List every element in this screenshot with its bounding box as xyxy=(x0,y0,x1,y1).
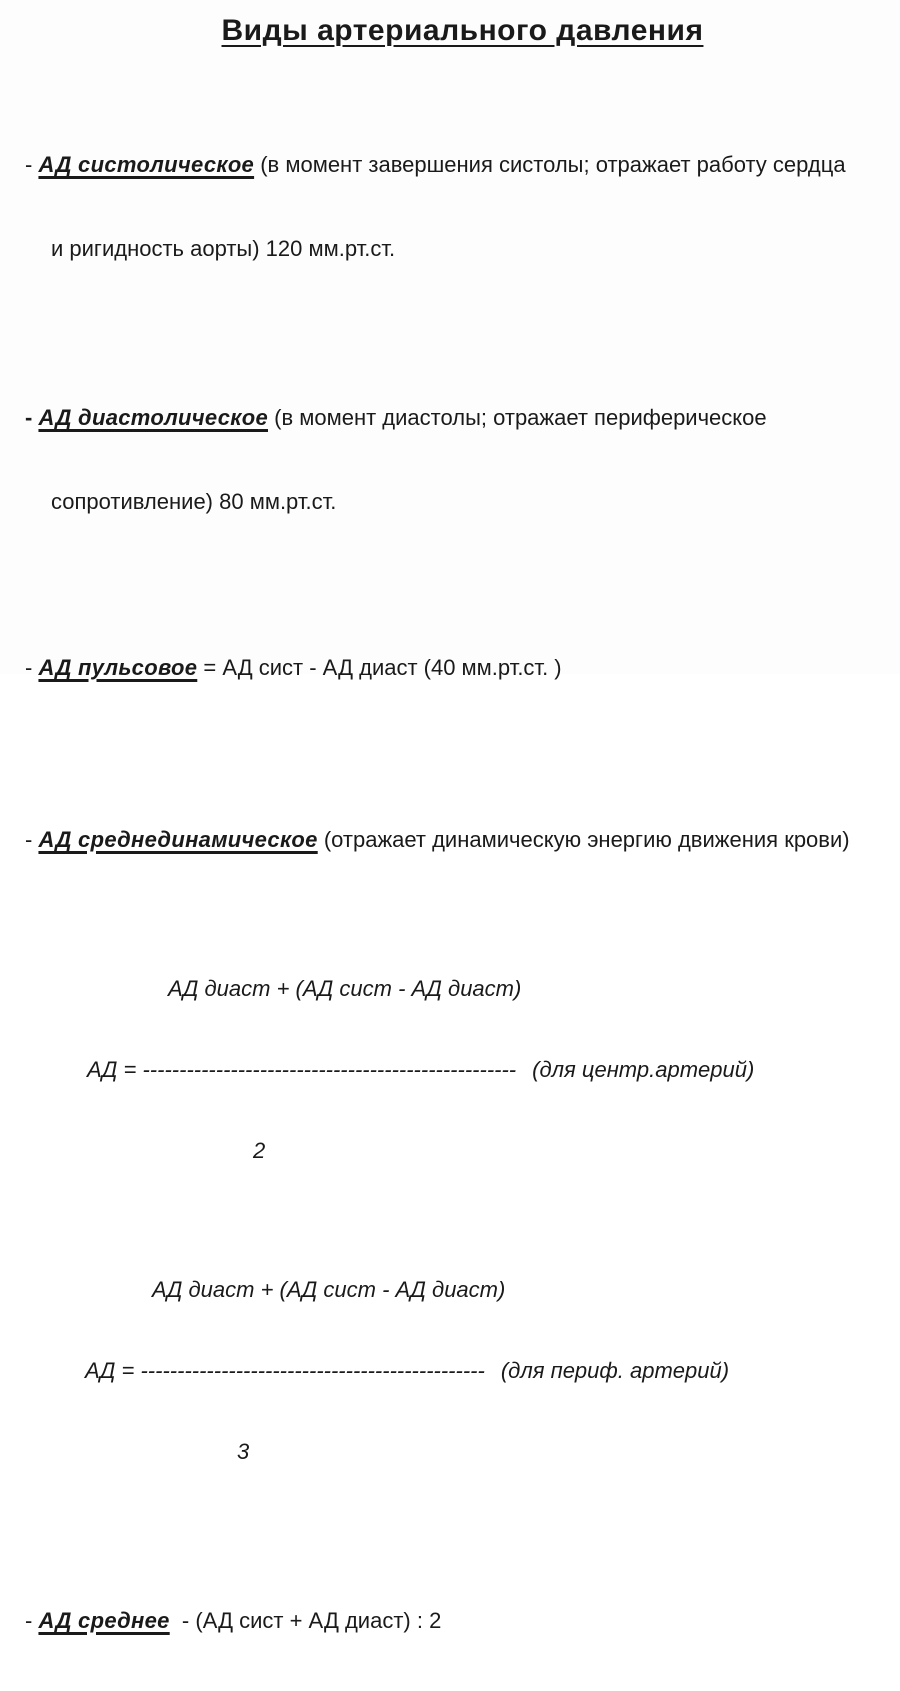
bullet-line xyxy=(25,654,900,682)
formula-mid-row xyxy=(87,1055,900,1085)
bullet-term: АД среднее xyxy=(38,1608,170,1633)
formula-fraction-line: --------------------------------------------------- xyxy=(142,1057,517,1082)
formula-numerator: АД диаст + (АД сист - АД диаст) xyxy=(168,976,522,1001)
bullet-line: и ригидность аорты) 120 мм.рт.ст. xyxy=(51,236,396,261)
bullet-prefix: - xyxy=(25,1608,39,1633)
bullet-prefix: - xyxy=(25,827,39,852)
bullet-prefix: - xyxy=(25,152,39,177)
bullet-pulse xyxy=(25,598,900,738)
bullet-text: (в момент завершения систолы; отражает работу сердца xyxy=(254,152,846,177)
bullet-text: - (АД сист + АД диаст) : 2 xyxy=(169,1608,442,1633)
formula-denominator: 2 xyxy=(253,1138,266,1163)
bullet-diastolic xyxy=(25,348,900,572)
formula-note: (для центр.артерий) xyxy=(532,1057,755,1082)
formula-peripheral-arteries xyxy=(25,1224,900,1518)
formula-lhs: АД = xyxy=(85,1358,141,1383)
bullet-text: = АД сист - АД диаст (40 мм.рт.ст. ) xyxy=(197,655,562,680)
bullet-mean xyxy=(25,1551,900,1691)
bullet-line xyxy=(25,826,900,854)
formula-mid-row xyxy=(85,1356,900,1386)
bullet-line: сопротивление) 80 мм.рт.ст. xyxy=(51,489,337,514)
formula-central-arteries xyxy=(25,923,900,1217)
formula-fraction-line: ----------------------------------------------- xyxy=(140,1358,485,1383)
page-title: Виды артериального давления xyxy=(221,14,704,47)
bullet-line xyxy=(25,1607,900,1635)
bullet-prefix: - xyxy=(25,405,39,430)
bullet-text: (в момент диастолы; отражает периферическое xyxy=(268,405,767,430)
bullet-mean-dynamic xyxy=(25,770,900,910)
bullet-line xyxy=(25,151,900,179)
bullet-term: АД пульсовое xyxy=(38,655,198,680)
bullet-systolic xyxy=(25,95,900,319)
formula-numerator: АД диаст + (АД сист - АД диаст) xyxy=(152,1277,506,1302)
bullet-term: АД диастолическое xyxy=(38,405,268,430)
bullet-prefix: - xyxy=(25,655,39,680)
title-row xyxy=(25,14,900,48)
bullet-term: АД среднединамическое xyxy=(38,827,318,852)
formula-denominator: 3 xyxy=(237,1439,250,1464)
bullet-text: (отражает динамическую энергию движения крови) xyxy=(317,827,850,852)
bullet-line xyxy=(25,404,900,432)
bullet-term: АД систолическое xyxy=(38,152,255,177)
formula-lhs: АД = xyxy=(87,1057,143,1082)
formula-note: (для периф. артерий) xyxy=(500,1358,730,1383)
